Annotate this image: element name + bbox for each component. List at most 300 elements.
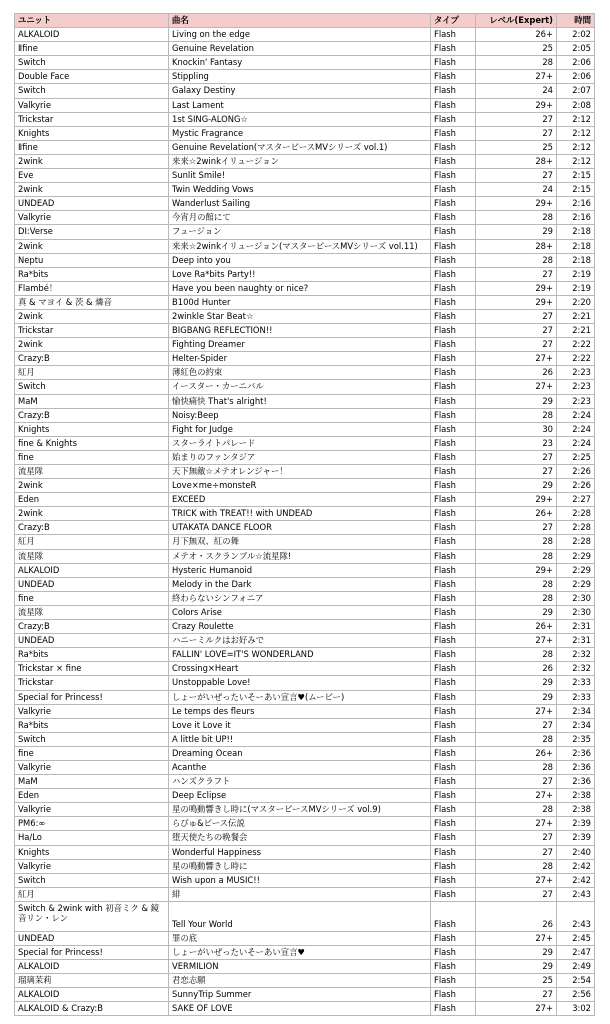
cell-song[interactable]: Deep Eclipse — [169, 789, 431, 803]
cell-unit[interactable]: UNDEAD — [15, 634, 169, 648]
cell-song[interactable]: イースター・カーニバル — [169, 380, 431, 394]
cell-level[interactable]: 26+ — [476, 746, 557, 760]
cell-time[interactable]: 2:34 — [557, 704, 595, 718]
cell-type[interactable]: Flash — [431, 521, 476, 535]
cell-level[interactable]: 27+ — [476, 70, 557, 84]
cell-level[interactable]: 27+ — [476, 789, 557, 803]
cell-unit[interactable]: 2wink — [15, 338, 169, 352]
cell-song[interactable]: Dreaming Ocean — [169, 746, 431, 760]
cell-time[interactable]: 2:23 — [557, 380, 595, 394]
cell-unit[interactable]: 流星隊 — [15, 605, 169, 619]
cell-level[interactable]: 27 — [476, 324, 557, 338]
cell-level[interactable]: 28 — [476, 760, 557, 774]
cell-song[interactable]: ハンズクラフト — [169, 775, 431, 789]
cell-level[interactable]: 27+ — [476, 352, 557, 366]
cell-time[interactable]: 2:06 — [557, 56, 595, 70]
cell-type[interactable]: Flash — [431, 28, 476, 42]
cell-level[interactable]: 27 — [476, 169, 557, 183]
cell-type[interactable]: Flash — [431, 901, 476, 931]
cell-time[interactable]: 2:42 — [557, 859, 595, 873]
cell-unit[interactable]: 真 & マヨイ & 茨 & 燐音 — [15, 295, 169, 309]
cell-song[interactable]: 星の鳴動響きし時に — [169, 859, 431, 873]
cell-level[interactable]: 27+ — [476, 634, 557, 648]
cell-unit[interactable]: UNDEAD — [15, 931, 169, 945]
cell-unit[interactable]: Trickstar — [15, 676, 169, 690]
cell-level[interactable]: 27+ — [476, 873, 557, 887]
cell-song[interactable]: Fight for Judge — [169, 422, 431, 436]
cell-unit[interactable]: 流星隊 — [15, 549, 169, 563]
cell-song[interactable]: 罪の底 — [169, 931, 431, 945]
cell-type[interactable]: Flash — [431, 112, 476, 126]
cell-type[interactable]: Flash — [431, 309, 476, 323]
cell-time[interactable]: 2:56 — [557, 988, 595, 1002]
cell-unit[interactable]: Valkyrie — [15, 859, 169, 873]
cell-song[interactable]: Wonderful Happiness — [169, 845, 431, 859]
cell-level[interactable]: 26 — [476, 366, 557, 380]
cell-type[interactable]: Flash — [431, 676, 476, 690]
cell-song[interactable]: メテオ・スクランブル☆流星隊! — [169, 549, 431, 563]
cell-song[interactable]: 来来☆2winkイリュージョン — [169, 154, 431, 168]
cell-level[interactable]: 26 — [476, 662, 557, 676]
cell-type[interactable]: Flash — [431, 732, 476, 746]
cell-time[interactable]: 2:40 — [557, 845, 595, 859]
cell-type[interactable]: Flash — [431, 366, 476, 380]
cell-level[interactable]: 28 — [476, 732, 557, 746]
cell-song[interactable]: Twin Wedding Vows — [169, 183, 431, 197]
cell-type[interactable]: Flash — [431, 563, 476, 577]
cell-unit[interactable]: Switch — [15, 56, 169, 70]
cell-level[interactable]: 29 — [476, 960, 557, 974]
cell-level[interactable]: 27 — [476, 887, 557, 901]
cell-time[interactable]: 3:02 — [557, 1002, 595, 1016]
cell-level[interactable]: 27 — [476, 521, 557, 535]
cell-song[interactable]: Wanderlust Sailing — [169, 197, 431, 211]
cell-unit[interactable]: Crazy:B — [15, 521, 169, 535]
cell-type[interactable]: Flash — [431, 338, 476, 352]
cell-unit[interactable]: Crazy:B — [15, 620, 169, 634]
cell-time[interactable]: 2:28 — [557, 507, 595, 521]
cell-time[interactable]: 2:39 — [557, 817, 595, 831]
cell-type[interactable]: Flash — [431, 422, 476, 436]
cell-time[interactable]: 2:31 — [557, 634, 595, 648]
cell-level[interactable]: 27 — [476, 775, 557, 789]
cell-type[interactable]: Flash — [431, 84, 476, 98]
cell-unit[interactable]: fine — [15, 746, 169, 760]
cell-type[interactable]: Flash — [431, 577, 476, 591]
cell-song[interactable]: 君恋志願 — [169, 974, 431, 988]
cell-level[interactable]: 23 — [476, 436, 557, 450]
cell-song[interactable]: Genuine Revelation — [169, 42, 431, 56]
cell-unit[interactable]: Valkyrie — [15, 760, 169, 774]
cell-type[interactable]: Flash — [431, 775, 476, 789]
cell-unit[interactable]: 2wink — [15, 507, 169, 521]
cell-type[interactable]: Flash — [431, 760, 476, 774]
cell-unit[interactable]: Crazy:B — [15, 352, 169, 366]
cell-song[interactable]: SunnyTrip Summer — [169, 988, 431, 1002]
header-time[interactable]: 時間 — [557, 14, 595, 28]
cell-level[interactable]: 27 — [476, 112, 557, 126]
cell-unit[interactable]: Switch — [15, 84, 169, 98]
cell-time[interactable]: 2:42 — [557, 873, 595, 887]
cell-level[interactable]: 28 — [476, 211, 557, 225]
cell-song[interactable]: 堕天使たちの晩餐会 — [169, 831, 431, 845]
cell-time[interactable]: 2:12 — [557, 112, 595, 126]
cell-time[interactable]: 2:25 — [557, 450, 595, 464]
cell-song[interactable]: 緋 — [169, 887, 431, 901]
cell-unit[interactable]: 2wink — [15, 154, 169, 168]
header-song[interactable]: 曲名 — [169, 14, 431, 28]
cell-type[interactable]: Flash — [431, 634, 476, 648]
cell-song[interactable]: フュージョン — [169, 225, 431, 239]
cell-level[interactable]: 24 — [476, 183, 557, 197]
cell-type[interactable]: Flash — [431, 183, 476, 197]
cell-time[interactable]: 2:08 — [557, 98, 595, 112]
cell-song[interactable]: Unstoppable Love! — [169, 676, 431, 690]
cell-level[interactable]: 27 — [476, 718, 557, 732]
cell-level[interactable]: 27 — [476, 267, 557, 281]
cell-time[interactable]: 2:49 — [557, 960, 595, 974]
cell-type[interactable]: Flash — [431, 281, 476, 295]
cell-time[interactable]: 2:35 — [557, 732, 595, 746]
cell-level[interactable]: 28 — [476, 859, 557, 873]
cell-time[interactable]: 2:28 — [557, 521, 595, 535]
cell-song[interactable]: Helter-Spider — [169, 352, 431, 366]
cell-unit[interactable]: Eden — [15, 493, 169, 507]
cell-unit[interactable]: Special for Princess! — [15, 690, 169, 704]
cell-type[interactable]: Flash — [431, 887, 476, 901]
cell-type[interactable]: Flash — [431, 535, 476, 549]
cell-level[interactable]: 27+ — [476, 380, 557, 394]
cell-type[interactable]: Flash — [431, 436, 476, 450]
cell-unit[interactable]: 紅月 — [15, 887, 169, 901]
cell-song[interactable]: Deep into you — [169, 253, 431, 267]
cell-type[interactable]: Flash — [431, 960, 476, 974]
cell-type[interactable]: Flash — [431, 211, 476, 225]
header-level[interactable]: レベル(Expert) — [476, 14, 557, 28]
cell-time[interactable]: 2:38 — [557, 789, 595, 803]
cell-level[interactable]: 30 — [476, 422, 557, 436]
cell-unit[interactable]: ALKALOID — [15, 988, 169, 1002]
cell-type[interactable]: Flash — [431, 988, 476, 1002]
cell-level[interactable]: 29 — [476, 479, 557, 493]
cell-level[interactable]: 27 — [476, 338, 557, 352]
cell-unit[interactable]: Valkyrie — [15, 803, 169, 817]
cell-type[interactable]: Flash — [431, 690, 476, 704]
cell-time[interactable]: 2:12 — [557, 126, 595, 140]
cell-type[interactable]: Flash — [431, 56, 476, 70]
cell-unit[interactable]: 2wink — [15, 183, 169, 197]
cell-song[interactable]: 天下無敵☆メテオレンジャー！ — [169, 465, 431, 479]
cell-type[interactable]: Flash — [431, 253, 476, 267]
cell-type[interactable]: Flash — [431, 352, 476, 366]
cell-time[interactable]: 2:20 — [557, 295, 595, 309]
cell-unit[interactable]: Trickstar — [15, 112, 169, 126]
cell-type[interactable]: Flash — [431, 126, 476, 140]
cell-song[interactable]: Acanthe — [169, 760, 431, 774]
cell-time[interactable]: 2:15 — [557, 169, 595, 183]
cell-level[interactable]: 28 — [476, 253, 557, 267]
cell-song[interactable]: 愉快痛快 That's alright! — [169, 394, 431, 408]
cell-unit[interactable]: 流星隊 — [15, 465, 169, 479]
cell-type[interactable]: Flash — [431, 479, 476, 493]
cell-level[interactable]: 27 — [476, 309, 557, 323]
cell-song[interactable]: Love Ra*bits Party!! — [169, 267, 431, 281]
cell-song[interactable]: 星の鳴動響きし時に(マスターピースMVシリーズ vol.9) — [169, 803, 431, 817]
cell-type[interactable]: Flash — [431, 42, 476, 56]
cell-unit[interactable]: Ⅱfine — [15, 140, 169, 154]
cell-song[interactable]: FALLIN' LOVE=IT'S WONDERLAND — [169, 648, 431, 662]
cell-time[interactable]: 2:32 — [557, 662, 595, 676]
cell-song[interactable]: Sunlit Smile! — [169, 169, 431, 183]
cell-unit[interactable]: Switch — [15, 873, 169, 887]
cell-time[interactable]: 2:15 — [557, 183, 595, 197]
cell-time[interactable]: 2:02 — [557, 28, 595, 42]
cell-song[interactable]: 月下無双、紅の舞 — [169, 535, 431, 549]
cell-song[interactable]: VERMILION — [169, 960, 431, 974]
cell-unit[interactable]: Valkyrie — [15, 704, 169, 718]
cell-time[interactable]: 2:06 — [557, 70, 595, 84]
cell-type[interactable]: Flash — [431, 1002, 476, 1016]
cell-song[interactable]: しょーがいぜったいそーあい宣言♥ — [169, 946, 431, 960]
cell-level[interactable]: 27 — [476, 450, 557, 464]
cell-time[interactable]: 2:23 — [557, 394, 595, 408]
cell-song[interactable]: Have you been naughty or nice? — [169, 281, 431, 295]
cell-song[interactable]: Mystic Fragrance — [169, 126, 431, 140]
cell-time[interactable]: 2:45 — [557, 931, 595, 945]
cell-song[interactable]: Galaxy Destiny — [169, 84, 431, 98]
cell-time[interactable]: 2:29 — [557, 563, 595, 577]
cell-unit[interactable]: MaM — [15, 394, 169, 408]
cell-unit[interactable]: ALKALOID — [15, 960, 169, 974]
cell-time[interactable]: 2:29 — [557, 577, 595, 591]
cell-unit[interactable]: Switch — [15, 380, 169, 394]
cell-time[interactable]: 2:18 — [557, 253, 595, 267]
cell-time[interactable]: 2:19 — [557, 267, 595, 281]
cell-time[interactable]: 2:39 — [557, 831, 595, 845]
cell-type[interactable]: Flash — [431, 140, 476, 154]
cell-type[interactable]: Flash — [431, 197, 476, 211]
cell-level[interactable]: 28+ — [476, 239, 557, 253]
cell-time[interactable]: 2:24 — [557, 408, 595, 422]
cell-level[interactable]: 29+ — [476, 295, 557, 309]
cell-song[interactable]: Love it Love it — [169, 718, 431, 732]
cell-unit[interactable]: ALKALOID — [15, 28, 169, 42]
cell-time[interactable]: 2:47 — [557, 946, 595, 960]
cell-unit[interactable]: 瑠璃茉莉 — [15, 974, 169, 988]
cell-type[interactable]: Flash — [431, 648, 476, 662]
cell-time[interactable]: 2:30 — [557, 605, 595, 619]
cell-type[interactable]: Flash — [431, 662, 476, 676]
cell-unit[interactable]: Crazy:B — [15, 408, 169, 422]
cell-type[interactable]: Flash — [431, 746, 476, 760]
cell-song[interactable]: Genuine Revelation(マスターピースMVシリーズ vol.1) — [169, 140, 431, 154]
cell-time[interactable]: 2:43 — [557, 887, 595, 901]
cell-level[interactable]: 26 — [476, 901, 557, 931]
cell-level[interactable]: 29 — [476, 676, 557, 690]
cell-type[interactable]: Flash — [431, 324, 476, 338]
cell-song[interactable]: EXCEED — [169, 493, 431, 507]
cell-level[interactable]: 29 — [476, 605, 557, 619]
cell-unit[interactable]: Switch & 2wink with 初音ミク & 鏡音リン・レン — [15, 901, 169, 931]
cell-type[interactable]: Flash — [431, 718, 476, 732]
cell-level[interactable]: 28 — [476, 549, 557, 563]
cell-level[interactable]: 28+ — [476, 154, 557, 168]
cell-level[interactable]: 27 — [476, 126, 557, 140]
cell-level[interactable]: 25 — [476, 140, 557, 154]
cell-song[interactable]: Living on the edge — [169, 28, 431, 42]
cell-time[interactable]: 2:30 — [557, 591, 595, 605]
cell-unit[interactable]: Ha/Lo — [15, 831, 169, 845]
cell-type[interactable]: Flash — [431, 408, 476, 422]
cell-song[interactable]: 2winkle Star Beat☆ — [169, 309, 431, 323]
cell-level[interactable]: 27+ — [476, 817, 557, 831]
cell-song[interactable]: 終わらないシンフォニア — [169, 591, 431, 605]
cell-type[interactable]: Flash — [431, 591, 476, 605]
cell-level[interactable]: 28 — [476, 648, 557, 662]
cell-song[interactable]: 1st SING-ALONG☆ — [169, 112, 431, 126]
cell-type[interactable]: Flash — [431, 817, 476, 831]
cell-unit[interactable]: DI:Verse — [15, 225, 169, 239]
cell-type[interactable]: Flash — [431, 394, 476, 408]
cell-unit[interactable]: Trickstar × fine — [15, 662, 169, 676]
cell-song[interactable]: 薄紅色の約束 — [169, 366, 431, 380]
cell-level[interactable]: 27 — [476, 831, 557, 845]
cell-time[interactable]: 2:21 — [557, 309, 595, 323]
cell-unit[interactable]: fine & Knights — [15, 436, 169, 450]
cell-time[interactable]: 2:36 — [557, 775, 595, 789]
cell-song[interactable]: 来来☆2winkイリュージョン(マスターピースMVシリーズ vol.11) — [169, 239, 431, 253]
cell-time[interactable]: 2:12 — [557, 140, 595, 154]
cell-type[interactable]: Flash — [431, 946, 476, 960]
cell-song[interactable]: Noisy:Beep — [169, 408, 431, 422]
cell-time[interactable]: 2:16 — [557, 211, 595, 225]
cell-song[interactable]: Stippling — [169, 70, 431, 84]
cell-time[interactable]: 2:24 — [557, 422, 595, 436]
cell-song[interactable]: らびゅ&ピース伝説 — [169, 817, 431, 831]
cell-song[interactable]: BIGBANG REFLECTION!! — [169, 324, 431, 338]
cell-unit[interactable]: Neptu — [15, 253, 169, 267]
cell-unit[interactable]: 2wink — [15, 479, 169, 493]
cell-song[interactable]: Tell Your World — [169, 901, 431, 931]
cell-level[interactable]: 28 — [476, 408, 557, 422]
cell-type[interactable]: Flash — [431, 98, 476, 112]
cell-unit[interactable]: Valkyrie — [15, 98, 169, 112]
cell-time[interactable]: 2:38 — [557, 803, 595, 817]
cell-type[interactable]: Flash — [431, 831, 476, 845]
cell-unit[interactable]: Eve — [15, 169, 169, 183]
cell-type[interactable]: Flash — [431, 931, 476, 945]
cell-type[interactable]: Flash — [431, 859, 476, 873]
cell-type[interactable]: Flash — [431, 704, 476, 718]
cell-unit[interactable]: Knights — [15, 845, 169, 859]
cell-level[interactable]: 25 — [476, 42, 557, 56]
cell-time[interactable]: 2:29 — [557, 549, 595, 563]
cell-unit[interactable]: Ra*bits — [15, 648, 169, 662]
cell-type[interactable]: Flash — [431, 605, 476, 619]
cell-type[interactable]: Flash — [431, 507, 476, 521]
cell-time[interactable]: 2:54 — [557, 974, 595, 988]
cell-unit[interactable]: Switch — [15, 732, 169, 746]
cell-time[interactable]: 2:33 — [557, 676, 595, 690]
cell-level[interactable]: 26+ — [476, 507, 557, 521]
cell-song[interactable]: UTAKATA DANCE FLOOR — [169, 521, 431, 535]
cell-unit[interactable]: Flambé！ — [15, 281, 169, 295]
cell-type[interactable]: Flash — [431, 70, 476, 84]
header-type[interactable]: タイプ — [431, 14, 476, 28]
cell-unit[interactable]: fine — [15, 450, 169, 464]
cell-unit[interactable]: 2wink — [15, 309, 169, 323]
cell-unit[interactable]: PM6:∞ — [15, 817, 169, 831]
cell-song[interactable]: Fighting Dreamer — [169, 338, 431, 352]
cell-song[interactable]: Crazy Roulette — [169, 620, 431, 634]
cell-type[interactable]: Flash — [431, 169, 476, 183]
cell-song[interactable]: 今宵月の館にて — [169, 211, 431, 225]
cell-song[interactable]: Melody in the Dark — [169, 577, 431, 591]
cell-song[interactable]: ハニーミルクはお好みで — [169, 634, 431, 648]
cell-type[interactable]: Flash — [431, 295, 476, 309]
cell-time[interactable]: 2:32 — [557, 648, 595, 662]
cell-time[interactable]: 2:34 — [557, 718, 595, 732]
cell-type[interactable]: Flash — [431, 154, 476, 168]
cell-type[interactable]: Flash — [431, 549, 476, 563]
cell-time[interactable]: 2:16 — [557, 197, 595, 211]
cell-time[interactable]: 2:36 — [557, 760, 595, 774]
cell-level[interactable]: 29+ — [476, 197, 557, 211]
cell-song[interactable]: Wish upon a MUSIC!! — [169, 873, 431, 887]
cell-type[interactable]: Flash — [431, 239, 476, 253]
cell-unit[interactable]: Valkyrie — [15, 211, 169, 225]
cell-song[interactable]: A little bit UP!! — [169, 732, 431, 746]
cell-level[interactable]: 27+ — [476, 931, 557, 945]
cell-type[interactable]: Flash — [431, 620, 476, 634]
cell-unit[interactable]: UNDEAD — [15, 577, 169, 591]
cell-level[interactable]: 28 — [476, 56, 557, 70]
cell-level[interactable]: 26+ — [476, 28, 557, 42]
cell-song[interactable]: B100d Hunter — [169, 295, 431, 309]
cell-song[interactable]: Last Lament — [169, 98, 431, 112]
cell-level[interactable]: 28 — [476, 577, 557, 591]
cell-unit[interactable]: Ra*bits — [15, 718, 169, 732]
cell-level[interactable]: 27 — [476, 465, 557, 479]
cell-time[interactable]: 2:22 — [557, 338, 595, 352]
cell-type[interactable]: Flash — [431, 789, 476, 803]
cell-unit[interactable]: UNDEAD — [15, 197, 169, 211]
cell-time[interactable]: 2:19 — [557, 281, 595, 295]
cell-unit[interactable]: Double Face — [15, 70, 169, 84]
cell-level[interactable]: 26+ — [476, 620, 557, 634]
cell-time[interactable]: 2:26 — [557, 465, 595, 479]
cell-unit[interactable]: fine — [15, 591, 169, 605]
cell-type[interactable]: Flash — [431, 267, 476, 281]
cell-type[interactable]: Flash — [431, 873, 476, 887]
cell-time[interactable]: 2:27 — [557, 493, 595, 507]
cell-unit[interactable]: Ⅱfine — [15, 42, 169, 56]
cell-level[interactable]: 29 — [476, 394, 557, 408]
cell-song[interactable]: Love×me÷monsteR — [169, 479, 431, 493]
cell-level[interactable]: 27 — [476, 988, 557, 1002]
cell-time[interactable]: 2:21 — [557, 324, 595, 338]
cell-time[interactable]: 2:28 — [557, 535, 595, 549]
cell-level[interactable]: 28 — [476, 803, 557, 817]
cell-unit[interactable]: ALKALOID & Crazy:B — [15, 1002, 169, 1016]
cell-song[interactable]: Crossing×Heart — [169, 662, 431, 676]
cell-time[interactable]: 2:18 — [557, 225, 595, 239]
cell-type[interactable]: Flash — [431, 974, 476, 988]
cell-song[interactable]: Knockin' Fantasy — [169, 56, 431, 70]
cell-level[interactable]: 29+ — [476, 563, 557, 577]
cell-level[interactable]: 28 — [476, 591, 557, 605]
cell-unit[interactable]: Eden — [15, 789, 169, 803]
